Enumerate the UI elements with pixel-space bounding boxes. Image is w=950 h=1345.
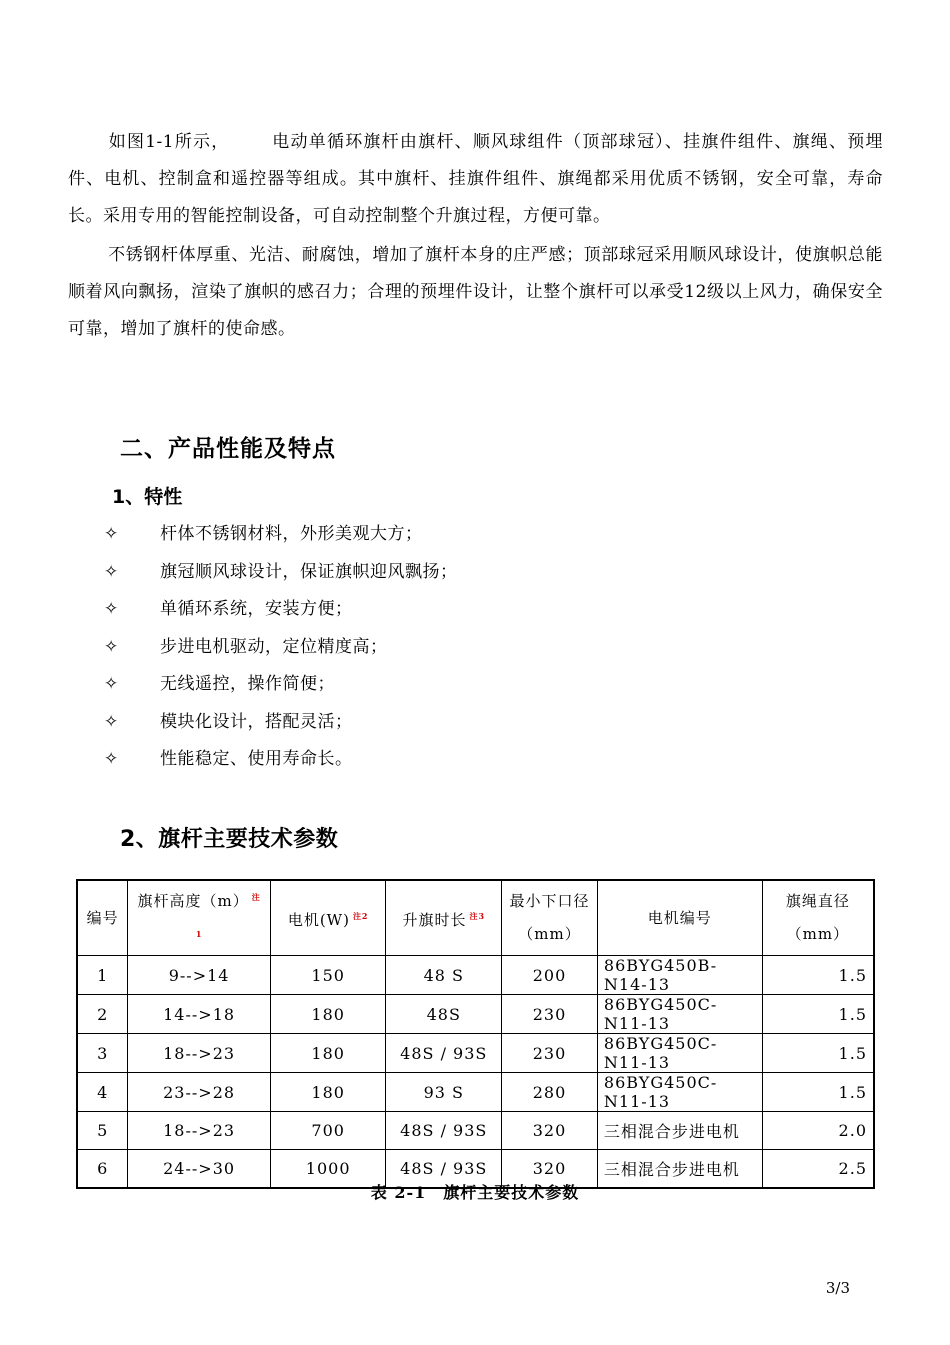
- diamond-bullet-icon: ✧: [104, 599, 119, 619]
- cell-no: 5: [77, 1112, 128, 1150]
- cell-motor: 700: [270, 1112, 386, 1150]
- cell-motor: 1000: [270, 1150, 386, 1189]
- params-heading: 2、旗杆主要技术参数: [120, 827, 339, 852]
- cell-no: 6: [77, 1150, 128, 1189]
- cell-rope: 1.5: [762, 956, 874, 995]
- header-height: [128, 880, 270, 956]
- cell-rope: 2.5: [762, 1150, 874, 1189]
- feature-text: 旗冠顺风球设计，保证旗帜迎风飘扬；: [160, 561, 458, 582]
- cell-height: 14-->18: [128, 995, 270, 1034]
- diamond-bullet-icon: ✧: [104, 711, 119, 732]
- page-number: 3/3: [825, 1279, 850, 1297]
- list-item: [104, 741, 458, 779]
- cell-no: 3: [77, 1034, 128, 1073]
- cell-motor-code: 86BYG450C-N11-13: [597, 1073, 762, 1112]
- list-item: [104, 704, 458, 742]
- table-row: [77, 956, 874, 995]
- intro-paragraph-1-body: 电动单循环旗杆由旗杆、顺风球组件（顶部球冠）、挂旗件组件、旗绳、预埋件、电机、控制盒和遥控器等组成。其中旗杆、挂旗件组件、旗绳都采用优质不锈钢，安全可靠，寿命长。采用专用的智能控制设备，可自动控制整个升旗过程，方便可靠。: [68, 132, 883, 226]
- feature-text: 性能稳定、使用寿命长。: [160, 749, 353, 769]
- cell-no: 1: [77, 956, 128, 995]
- list-item: [104, 666, 458, 704]
- cell-rope: 1.5: [762, 995, 874, 1034]
- table-row: [77, 995, 874, 1034]
- cell-motor-code: 86BYG450B-N14-13: [597, 956, 762, 995]
- section-heading-performance: 二、产品性能及特点: [120, 436, 336, 462]
- header-height-label: 旗杆高度（m）: [137, 892, 249, 910]
- cell-no: 4: [77, 1073, 128, 1112]
- feature-text: 无线遥控，操作简便；: [160, 674, 335, 694]
- params-table: [76, 879, 875, 1189]
- diamond-bullet-icon: ✧: [104, 674, 119, 694]
- cell-time: 48 S: [386, 956, 502, 995]
- header-motor: [270, 880, 386, 956]
- cell-motor: 150: [270, 956, 386, 995]
- cell-motor-code: 86BYG450C-N11-13: [597, 1034, 762, 1073]
- cell-rope: 1.5: [762, 1073, 874, 1112]
- cell-diameter: 320: [502, 1112, 598, 1150]
- intro-paragraph-2: [68, 237, 883, 348]
- cell-diameter: 200: [502, 956, 598, 995]
- list-item: [104, 554, 458, 592]
- features-heading: 1、特性: [112, 486, 183, 508]
- header-time: [386, 880, 502, 956]
- header-time-label: 升旗时长: [402, 910, 467, 929]
- table-row: [77, 1034, 874, 1073]
- cell-motor-code: 86BYG450C-N11-13: [597, 995, 762, 1034]
- feature-text: 步进电机驱动，定位精度高；: [160, 636, 388, 657]
- feature-text: 单循环系统，安装方便；: [160, 599, 353, 619]
- table-row: [77, 1112, 874, 1150]
- intro-paragraph-2-body: 不锈钢杆体厚重、光洁、耐腐蚀，增加了旗杆本身的庄严感；顶部球冠采用顺风球设计，使旗帜总能顺着风向飘扬，渲染了旗帜的感召力；合理的预埋件设计，让整个旗杆可以承受12级以上风力，确保安全可靠，增加了旗杆的使命感。: [68, 245, 883, 339]
- cell-motor: 180: [270, 995, 386, 1034]
- cell-height: 24-->30: [128, 1150, 270, 1189]
- feature-text: 杆体不锈钢材料，外形美观大方；: [160, 524, 423, 544]
- cell-diameter: 320: [502, 1150, 598, 1189]
- list-item: [104, 516, 458, 554]
- cell-motor: 180: [270, 1034, 386, 1073]
- header-motor-code: 电机编号: [597, 880, 762, 956]
- cell-diameter: 280: [502, 1073, 598, 1112]
- cell-time: 48S / 93S: [386, 1112, 502, 1150]
- cell-rope: 1.5: [762, 1034, 874, 1073]
- diamond-bullet-icon: ✧: [104, 561, 119, 582]
- cell-height: 9-->14: [128, 956, 270, 995]
- note-2-marker: 注2: [352, 910, 369, 921]
- header-no: 编号: [77, 880, 128, 956]
- cell-time: 93 S: [386, 1073, 502, 1112]
- cell-height: 18-->23: [128, 1112, 270, 1150]
- cell-motor-code: 三相混合步进电机: [597, 1150, 762, 1189]
- intro-paragraph-1: [68, 124, 883, 235]
- list-item: [104, 591, 458, 629]
- header-rope: 旗绳直径（mm）: [762, 880, 874, 956]
- table-row: [77, 1073, 874, 1112]
- cell-diameter: 230: [502, 995, 598, 1034]
- cell-time: 48S / 93S: [386, 1034, 502, 1073]
- table-header-row: [77, 880, 874, 956]
- intro-paragraph-1-lead: 如图1-1所示，: [108, 132, 230, 152]
- header-diameter: 最小下口径（mm）: [502, 880, 598, 956]
- diamond-bullet-icon: ✧: [104, 636, 119, 657]
- diamond-bullet-icon: ✧: [104, 749, 119, 769]
- cell-motor-code: 三相混合步进电机: [597, 1112, 762, 1150]
- feature-text: 模块化设计，搭配灵活；: [160, 711, 353, 732]
- cell-rope: 2.0: [762, 1112, 874, 1150]
- cell-no: 2: [77, 995, 128, 1034]
- features-list: [104, 516, 458, 779]
- header-motor-label: 电机(W): [287, 910, 350, 929]
- cell-height: 18-->23: [128, 1034, 270, 1073]
- note-3-marker: 注3: [469, 910, 486, 921]
- cell-height: 23-->28: [128, 1073, 270, 1112]
- cell-motor: 180: [270, 1073, 386, 1112]
- diamond-bullet-icon: ✧: [104, 524, 119, 544]
- cell-time: 48S / 93S: [386, 1150, 502, 1189]
- list-item: [104, 629, 458, 667]
- note-1-marker: 注1: [195, 892, 261, 939]
- table-caption: 表 2-1 旗杆主要技术参数: [370, 1183, 580, 1202]
- cell-diameter: 230: [502, 1034, 598, 1073]
- cell-time: 48S: [386, 995, 502, 1034]
